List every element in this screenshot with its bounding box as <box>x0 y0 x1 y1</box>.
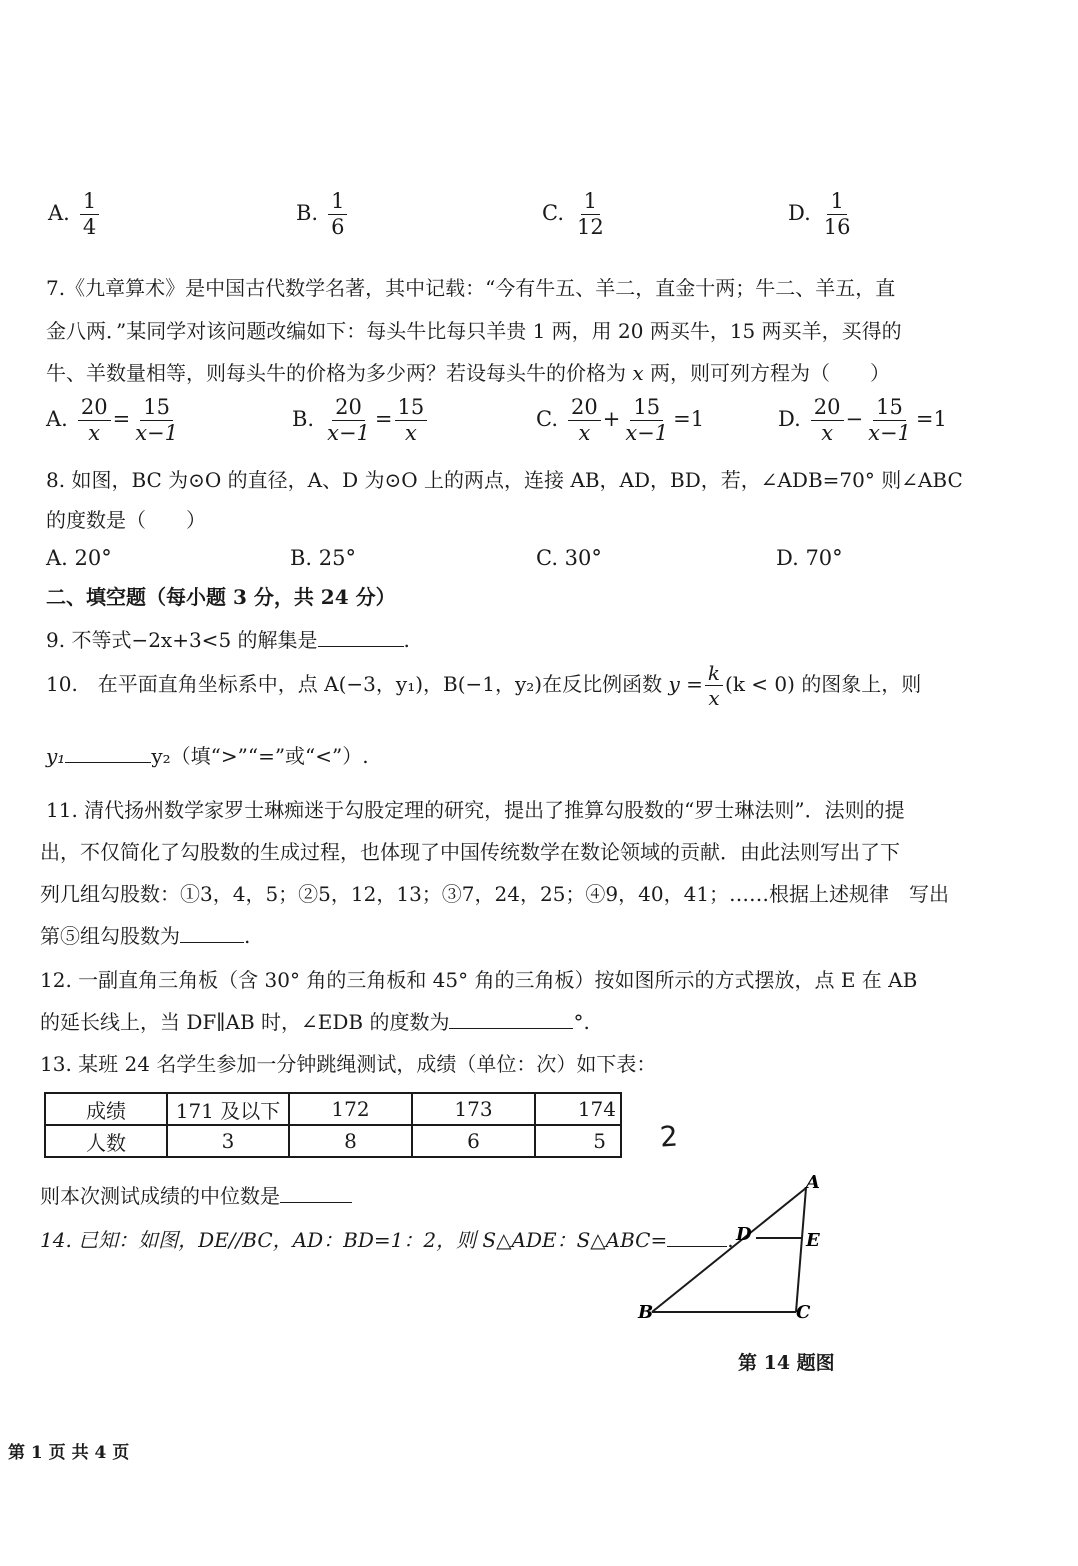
label-e: E <box>806 1230 820 1251</box>
handwritten-note: 2 <box>658 1119 679 1154</box>
table-cell: 173 <box>412 1093 535 1125</box>
table-cell: 174 <box>535 1093 621 1125</box>
segment-ac <box>796 1188 806 1312</box>
table-cell: 成绩 <box>45 1093 167 1125</box>
q11-line-3: 列几组勾股数：①3，4，5；②5，12，13；③7，24，25；④9，40，41；……根据上述规律 写出 <box>40 882 950 906</box>
table-cell: 171 及以下 <box>167 1093 289 1125</box>
q11-line-2: 出，不仅简化了勾股数的生成过程，也体现了中国传统数学在数论领域的贡献．由此法则写出了下 <box>40 840 900 864</box>
q11-answer-blank[interactable] <box>180 924 244 943</box>
table-cell: 8 <box>289 1125 412 1157</box>
label-a: A <box>806 1172 820 1193</box>
q13-intro: 13. 某班 24 名学生参加一分钟跳绳测试，成绩（单位：次）如下表： <box>40 1052 657 1076</box>
segment-ab <box>652 1188 806 1312</box>
q11-line-4: 第⑤组勾股数为 . <box>40 924 251 948</box>
q11-line-1: 11. 清代扬州数学家罗士琳痴迷于勾股定理的研究，提出了推算勾股数的“罗士琳法则”．法则的提 <box>46 798 905 822</box>
q13-question: 则本次测试成绩的中位数是 <box>40 1180 352 1209</box>
q10-line-2: y₁ y₂（填“>”“=”或“<”）. <box>46 744 369 768</box>
q7-line-3: 牛、羊数量相等，则每头牛的价格为多少两？若设每头牛的价格为 x 两，则可列方程为（ ） <box>46 361 890 385</box>
q6-option-d: D. $\frac{1}{16}$ <box>788 189 851 240</box>
table-cell: 5 <box>535 1125 621 1157</box>
table-cell: 172 <box>289 1093 412 1125</box>
q7-option-c: C. $\frac{20}{x}$ + $\frac{15}{x-1}$ =1 <box>536 395 705 446</box>
q12-line-2: 的延长线上，当 DF∥AB 时，∠EDB 的度数为 °. <box>40 1010 590 1034</box>
q9: 9. 不等式−2x+3<5 的解集是 . <box>46 628 410 652</box>
q8-option-a: A. 20° <box>46 546 112 570</box>
q6-option-a: A. $\frac{1}{4}$ <box>48 190 101 239</box>
q6-option-c: C. $\frac{1}{12}$ <box>542 189 604 240</box>
label-b: B <box>638 1302 654 1323</box>
page-footer: 第 1 页 共 4 页 <box>8 1443 130 1463</box>
section-2-heading: 二、填空题（每小题 3 分，共 24 分） <box>46 585 396 609</box>
q9-answer-blank[interactable] <box>318 628 404 647</box>
table-cell: 3 <box>167 1125 289 1157</box>
q12-answer-blank[interactable] <box>449 1010 573 1029</box>
q12-line-1: 12. 一副直角三角板（含 30° 角的三角板和 45° 角的三角板）按如图所示的方式摆放，点 E 在 AB <box>40 968 918 992</box>
q13-answer-blank[interactable] <box>280 1184 352 1203</box>
q7-option-b: B. $\frac{20}{x-1}$ = $\frac{15}{x}$ <box>292 396 429 445</box>
label-c: C <box>796 1302 811 1323</box>
q8-option-d: D. 70° <box>776 546 843 570</box>
q8-option-b: B. 25° <box>290 546 357 570</box>
q8-option-c: C. 30° <box>536 546 602 570</box>
q7-option-a: A. $\frac{20}{x}$ = $\frac{15}{x-1}$ <box>46 395 178 446</box>
q14-triangle-figure <box>630 1166 830 1326</box>
q6-option-b: B. $\frac{1}{6}$ <box>296 190 349 239</box>
table-row <box>45 1093 621 1125</box>
table-cell: 人数 <box>45 1125 167 1157</box>
q10-answer-blank[interactable] <box>65 744 151 763</box>
table-row <box>45 1125 621 1157</box>
q10-line-1: 10. 在平面直角坐标系中，点 A(−3，y₁)，B(−1，y₂)在反比例函数 y = $\frac{k}{x}$ (k < 0) 的图象上，则 <box>46 661 922 710</box>
figure-caption: 第 14 题图 <box>738 1352 835 1374</box>
q7-line-1: 7.《九章算术》是中国古代数学名著，其中记载：“今有牛五、羊二，直金十两；牛二、羊五，直 <box>46 276 896 300</box>
q14-line: 14. 已知：如图，DE//BC，AD：BD=1：2，则 S△ADE：S△ABC= . <box>40 1228 734 1252</box>
q8-line-2: 的度数是（ ） <box>46 508 206 532</box>
label-d: D <box>736 1224 752 1245</box>
q7-line-2: 金八两．”某同学对该问题改编如下：每头牛比每只羊贵 1 两，用 20 两买牛，15 两买羊，买得的 <box>46 319 902 343</box>
q13-score-table <box>44 1092 622 1158</box>
table-cell: 6 <box>412 1125 535 1157</box>
q8-line-1: 8. 如图，BC 为⊙O 的直径，A、D 为⊙O 上的两点，连接 AB，AD，BD，若，∠ADB=70° 则∠ABC <box>46 468 963 492</box>
q7-option-d: D. $\frac{20}{x}$ − $\frac{15}{x-1}$ =1 <box>778 395 947 446</box>
